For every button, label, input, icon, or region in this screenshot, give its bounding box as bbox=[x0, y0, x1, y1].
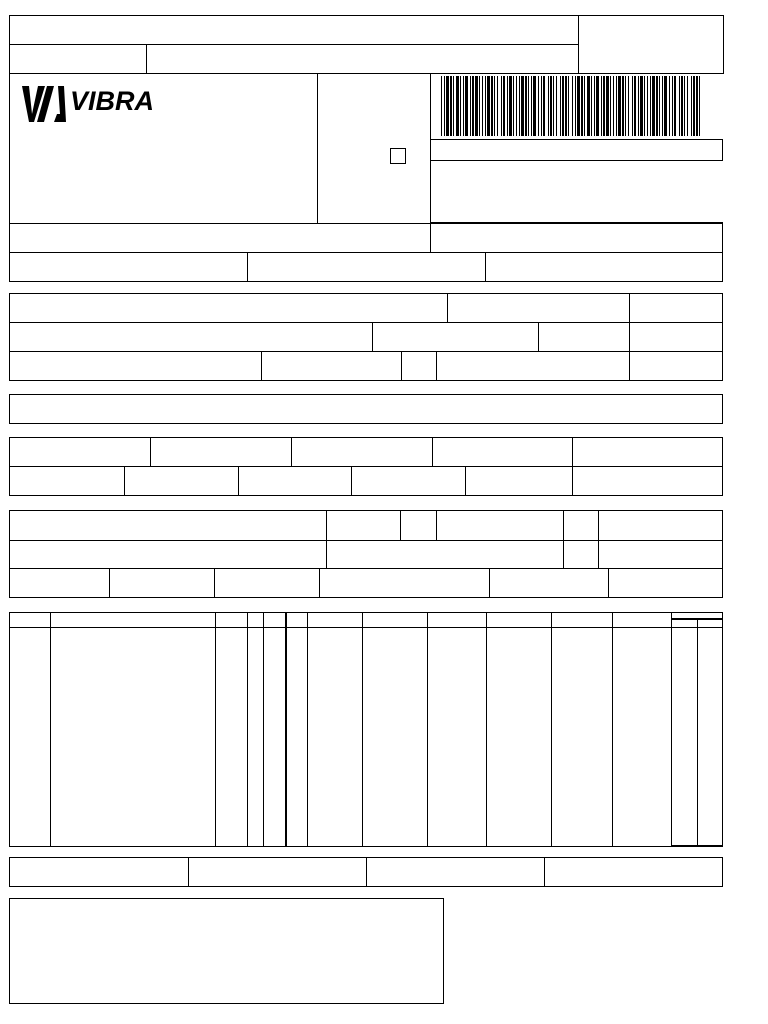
products-table bbox=[9, 612, 723, 847]
receipt-signature-field bbox=[146, 44, 579, 74]
tax-insurance-field bbox=[124, 466, 239, 496]
products-col-divider bbox=[263, 612, 264, 847]
operation-nature-field bbox=[9, 223, 431, 253]
carrier-plate-field bbox=[436, 510, 564, 541]
products-col-divider bbox=[427, 612, 428, 847]
recipient-cnpj-field bbox=[447, 293, 630, 323]
entry-exit-checkbox[interactable] bbox=[390, 148, 406, 164]
carrier-freight-type-field bbox=[326, 510, 401, 541]
products-table-bottom-line bbox=[671, 845, 723, 846]
receipt-date-field bbox=[9, 44, 147, 74]
products-col-divider bbox=[486, 612, 487, 847]
products-col-divider bbox=[215, 612, 216, 847]
products-col-divider bbox=[612, 612, 613, 847]
recipient-name-field bbox=[9, 293, 448, 323]
tax-icms-st-value-field bbox=[432, 437, 573, 467]
products-table-header-line bbox=[9, 627, 671, 628]
issqn-value-field bbox=[544, 857, 723, 887]
recipient-uf-field bbox=[401, 351, 437, 381]
tax-other-expenses-field bbox=[351, 466, 466, 496]
products-col-divider bbox=[362, 612, 363, 847]
protocol-field bbox=[430, 223, 723, 253]
receipt-nf-box bbox=[578, 15, 724, 74]
recipient-zip-field bbox=[538, 322, 630, 352]
access-key-field bbox=[430, 139, 723, 161]
tax-base-icms-field bbox=[9, 437, 151, 467]
tax-invoice-total-field bbox=[572, 466, 723, 496]
recipient-ie-field bbox=[436, 351, 630, 381]
state-registration-field bbox=[9, 252, 248, 282]
products-col-divider bbox=[697, 620, 698, 847]
products-col-divider bbox=[671, 612, 672, 847]
recipient-issue-date-field bbox=[629, 293, 723, 323]
emitter-logo-text: VIBRA bbox=[70, 86, 155, 116]
state-registration-st-field bbox=[247, 252, 486, 282]
recipient-district-field bbox=[372, 322, 539, 352]
tax-base-icms-st-field bbox=[291, 437, 433, 467]
volume-brand-field bbox=[214, 568, 320, 598]
barcode-icon bbox=[441, 76, 703, 136]
carrier-antt-field bbox=[400, 510, 437, 541]
issqn-services-total-field bbox=[188, 857, 367, 887]
products-col-divider bbox=[50, 612, 51, 847]
tax-products-total-field bbox=[572, 437, 723, 467]
volume-gross-weight-field bbox=[489, 568, 609, 598]
volume-quantity-field bbox=[9, 568, 110, 598]
carrier-cnpj-field bbox=[598, 510, 723, 541]
recipient-city-field bbox=[9, 351, 262, 381]
carrier-plate-uf-field bbox=[563, 510, 599, 541]
tax-freight-field bbox=[9, 466, 125, 496]
tax-icms-value-field bbox=[150, 437, 292, 467]
issqn-base-field bbox=[366, 857, 545, 887]
products-col-divider bbox=[551, 612, 552, 847]
carrier-address-field bbox=[9, 540, 327, 569]
danfe-box bbox=[317, 73, 431, 224]
invoice-field bbox=[9, 394, 723, 424]
cnpj-field bbox=[485, 252, 723, 282]
carrier-name-field bbox=[9, 510, 327, 541]
vibra-mark-icon bbox=[20, 84, 68, 124]
volume-net-weight-field bbox=[608, 568, 723, 598]
recipient-address-field bbox=[9, 322, 373, 352]
recipient-phone-field bbox=[261, 351, 402, 381]
carrier-uf-field bbox=[563, 540, 599, 569]
tax-ipi-field bbox=[465, 466, 573, 496]
products-col-divider bbox=[307, 612, 308, 847]
carrier-ie-field bbox=[598, 540, 723, 569]
tax-discount-field bbox=[238, 466, 352, 496]
receipt-stub bbox=[9, 15, 579, 45]
recipient-exit-time-field bbox=[629, 351, 723, 381]
volume-numbering-field bbox=[319, 568, 490, 598]
products-col-divider bbox=[247, 612, 248, 847]
recipient-exit-date-field bbox=[629, 322, 723, 352]
volume-species-field bbox=[109, 568, 215, 598]
carrier-city-field bbox=[326, 540, 564, 569]
products-col-divider bbox=[285, 612, 287, 847]
additional-info-field bbox=[9, 898, 444, 1004]
issqn-municipal-registration-field bbox=[9, 857, 189, 887]
